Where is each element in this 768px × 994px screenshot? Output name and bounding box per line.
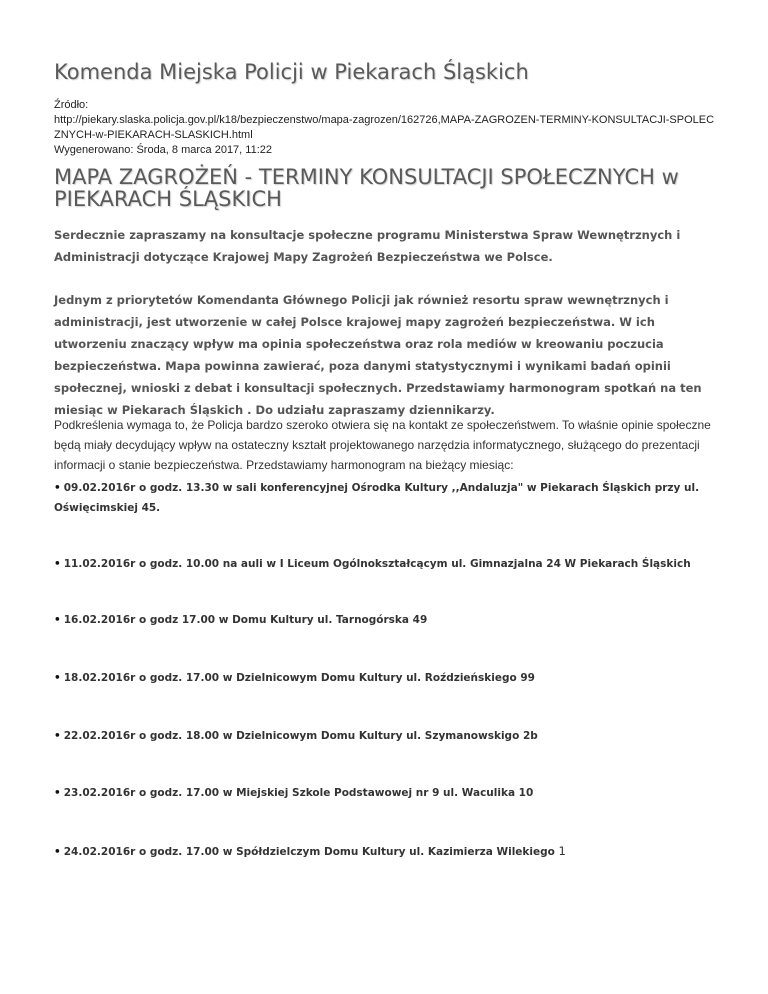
bullet-icon: •: [54, 614, 61, 626]
list-item: [54, 668, 716, 688]
bullet-icon: •: [54, 730, 61, 742]
list-item: [54, 554, 716, 574]
meeting-text: 23.02.2016r o godz. 17.00 w Miejskiej Szkole Podstawowej nr 9 ul. Waculika 10: [63, 787, 534, 799]
bullet-icon: •: [54, 482, 61, 494]
bullet-icon: •: [54, 558, 61, 570]
list-item: [54, 610, 716, 630]
meeting-text: 18.02.2016r o godz. 17.00 w Dzielnicowym Domu Kultury ul. Roździeńskiego 99: [63, 672, 535, 684]
source-url: http://piekary.slaska.policja.gov.pl/k18/bezpieczenstwo/mapa-zagrozen/162726,MAPA-ZAGROZEN-TERMINY-KONSULTACJI-SPOLECZNYCH-w-PIEKARACH-SLASKICH.html: [54, 114, 715, 141]
bullet-icon: •: [54, 672, 61, 684]
meeting-text: 11.02.2016r o godz. 10.00 na auli w I Liceum Ogólnokształcącym ul. Gimnazjalna 24 W Piekarach Śląskich: [63, 558, 691, 570]
bullet-icon: •: [54, 846, 61, 858]
meeting-text: 24.02.2016r o godz. 17.00 w Spółdzielczym Domu Kultury ul. Kazimierza Wilekiego: [63, 846, 555, 858]
list-item: [54, 478, 716, 518]
generated-date: Wygenerowano: Środa, 8 marca 2017, 11:22: [54, 144, 272, 156]
meeting-trail-text: 1: [558, 844, 566, 858]
source-info: [54, 98, 716, 158]
meeting-text: 16.02.2016r o godz 17.00 w Domu Kultury ul. Tarnogórska 49: [63, 614, 428, 626]
article-title: MAPA ZAGROŻEŃ - TERMINY KONSULTACJI SPOŁECZNYCH w PIEKARACH ŚLĄSKICH: [54, 165, 679, 211]
meeting-text: 22.02.2016r o godz. 18.00 w Dzielnicowym Domu Kultury ul. Szymanowskigo 2b: [63, 730, 538, 742]
meeting-text: 09.02.2016r o godz. 13.30 w sali konferencyjnej Ośrodka Kultury ,,Andaluzja" w Piekarach Śląskich przy ul. Oświęcimskiej 45.: [54, 482, 700, 514]
list-item: [54, 841, 716, 862]
list-item: [54, 783, 716, 803]
lead-paragraph-1: Serdecznie zapraszamy na konsultacje społeczne programu Ministerstwa Spraw Wewnętrznych i Administracji dotyczące Krajowej Mapy Zagrożeń Bezpieczeństwa we Polsce.: [54, 228, 681, 264]
bullet-icon: •: [54, 787, 61, 799]
source-label: Źródło:: [54, 99, 89, 111]
lead-paragraph-2: Jednym z priorytetów Komendanta Głównego Policji jak również resortu spraw wewnętrznych i administracji, jest utworzenie w całej Polsce krajowej mapy zagrożeń bezpieczeństwa. W ich utworzeniu znaczący wpływ ma opinia społeczeństwa oraz rola mediów w kreowaniu poczucia bezpieczeństwa. Mapa powinna zawierać, poza danymi statystycznymi i wynikami badań opinii społecznej, wnioski z debat i konsultacji społecznych. Przedstawiamy harmonogram spotkań na ten miesiąc w Piekarach Śląskich . Do udziału zapraszamy dziennikarzy.: [54, 293, 702, 417]
site-title: Komenda Miejska Policji w Piekarach Śląskich: [54, 60, 529, 84]
body-paragraph: Podkreślenia wymaga to, że Policja bardzo szeroko otwiera się na kontakt ze społeczeństwem. To właśnie opinie społeczne będą miały decydujący wpływ na ostateczny kształt projektowanego narzędzia informatycznego, służącego do prezentacji informacji o stanie bezpieczeństwa. Przedstawiamy harmonogram na bieżący miesiąc:: [54, 418, 711, 472]
list-item: [54, 726, 716, 746]
